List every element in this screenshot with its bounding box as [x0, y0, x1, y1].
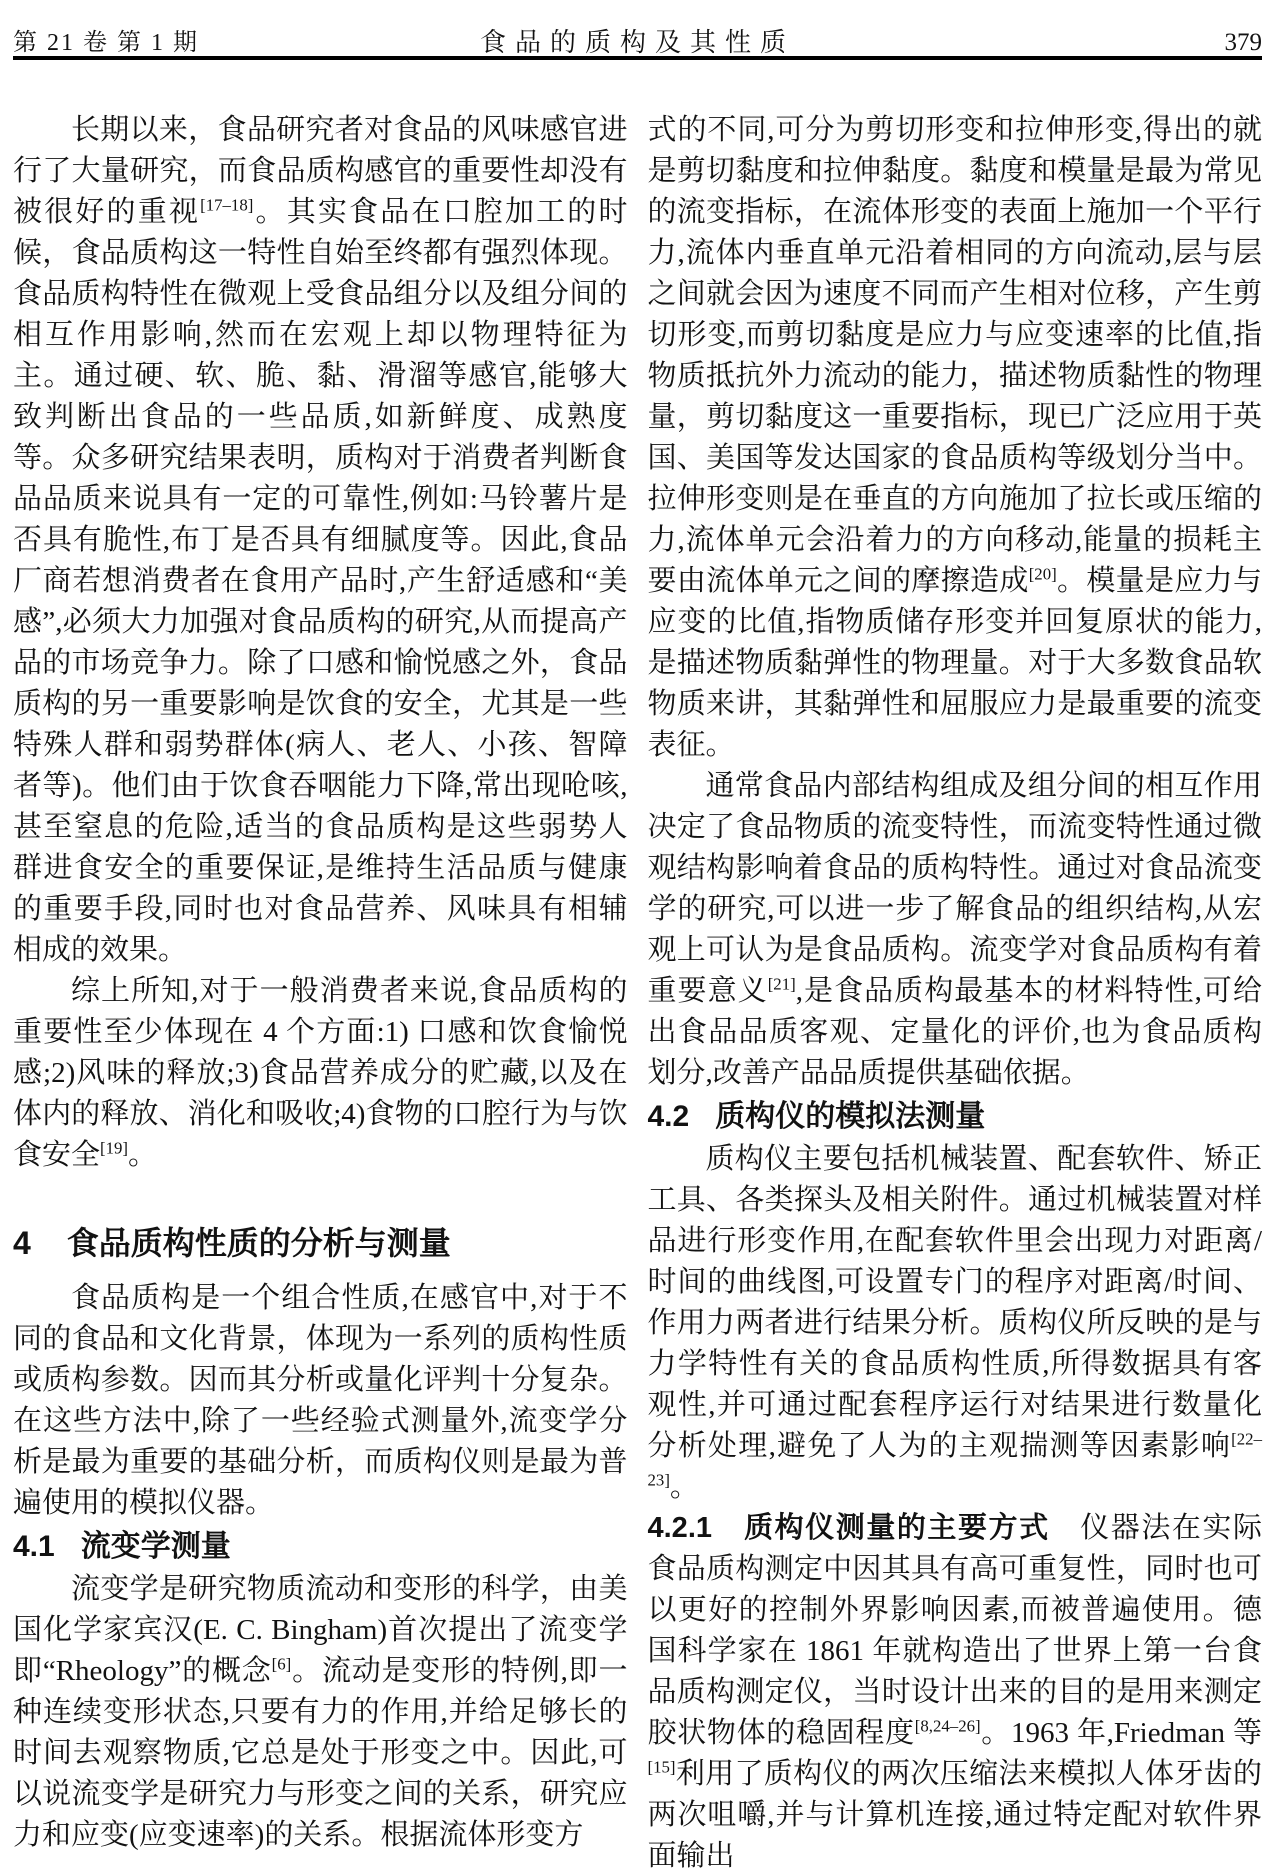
citation-ref: [22–23]	[647, 1429, 1262, 1490]
heading-number: 4	[13, 1225, 31, 1261]
paragraph: 食品质构是一个组合性质,在感官中,对于不同的食品和文化背景，体现为一系列的质构性质或质构参数。因而其分析或量化评判十分复杂。在这些方法中,除了一些经验式测量外,流变学分析是最为重要的基础分析，而质构仪则是最为普遍使用的模拟仪器。	[13, 1282, 628, 1519]
run-in-heading: 4.2.1 质构仪测量的主要方式	[647, 1512, 1050, 1544]
page-number: 379	[1224, 29, 1262, 56]
paragraph: 长期以来，食品研究者对食品的风味感官进行了大量研究，而食品质构感官的重要性却没有被很好的重视[17–18]。其实食品在口腔加工的时候，食品质构这一特性自始至终都有强烈体现。食品质构特性在微观上受食品组分以及组分间的相互作用影响,然而在宏观上却以物理特征为主。通过硬、软、脆、黏、滑溜等感官,能够大致判断出食品的一些品质,如新鲜度、成熟度等。众多研究结果表明，质构对于消费者判断食品品质来说具有一定的可靠性,例如:马铃薯片是否具有脆性,布丁是否具有细腻度等。因此,食品厂商若想消费者在食用产品时,产生舒适感和“美感”,必须大力加强对食品质构的研究,从而提高产品的市场竞争力。除了口感和愉悦感之外，食品质构的另一重要影响是饮食的安全，尤其是一些特殊人群和弱势群体(病人、老人、小孩、智障者等)。他们由于饮食吞咽能力下降,常出现呛咳,甚至窒息的危险,适当的食品质构是这些弱势人群进食安全的重要保证,是维持生活品质与健康的重要手段,同时也对食品营养、风味具有相辅相成的效果。	[13, 114, 628, 966]
paragraph: 流变学是研究物质流动和变形的科学，由美国化学家宾汉(E. C. Bingham)首次提出了流变学即“Rheology”的概念[6]。流动是变形的特例,即一种连续变形状态,只要有力的作用,并给足够长的时间去观察物质,它总是处于形变之中。因此,可以说流变学是研究力与形变之间的关系，研究应力和应变(应变速率)的关系。根据流体形变方	[13, 1573, 628, 1851]
citation-ref: [17–18]	[200, 195, 254, 215]
right-column	[648, 110, 1263, 1872]
citation-ref: [21]	[767, 974, 796, 994]
heading-title: 食品质构性质的分析与测量	[66, 1225, 451, 1261]
subsection-heading	[13, 1526, 628, 1567]
citation-ref: [19]	[100, 1138, 129, 1158]
citation-ref: [6]	[271, 1654, 292, 1674]
heading-number: 4.1	[13, 1530, 55, 1563]
citation-ref: [20]	[1028, 564, 1057, 584]
subsection-heading	[648, 1096, 1263, 1137]
paragraph: 4.2.1 质构仪测量的主要方式 仪器法在实际食品质构测定中因其具有高可重复性，同时也可以更好的控制外界影响因素,而被普遍使用。德国科学家在 1861 年就构造出了世界上第一台食品质构测定仪，当时设计出来的目的是用来测定胶状物体的稳固程度[8,24–26]。1963 年,Friedman 等[15]利用了质构仪的两次压缩法来模拟人体牙齿的两次咀嚼,并与计算机连接,通过特定配对软件界面输出	[647, 1512, 1262, 1872]
heading-title: 流变学测量	[80, 1530, 231, 1563]
paragraph: 式的不同,可分为剪切形变和拉伸形变,得出的就是剪切黏度和拉伸黏度。黏度和模量是最为常见的流变指标，在流体形变的表面上施加一个平行力,流体内垂直单元沿着相同的方向流动,层与层之间就会因为速度不同而产生相对位移，产生剪切形变,而剪切黏度是应力与应变速率的比值,指物质抵抗外力流动的能力，描述物质黏性的物理量，剪切黏度这一重要指标，现已广泛应用于英国、美国等发达国家的食品质构等级划分当中。拉伸形变则是在垂直的方向施加了拉长或压缩的力,流体单元会沿着力的方向移动,能量的损耗主要由流体单元之间的摩擦造成[20]。模量是应力与应变的比值,指物质储存形变并回复原状的能力,是描述物质黏弹性的物理量。对于大多数食品软物质来讲，其黏弹性和屈服应力是最重要的流变表征。	[647, 114, 1262, 761]
paragraph: 综上所知,对于一般消费者来说,食品质构的重要性至少体现在 4 个方面:1) 口感和饮食愉悦感;2)风味的释放;3)食品营养成分的贮藏,以及在体内的释放、消化和吸收;4)食物的口腔行为与饮食安全[19]。	[13, 975, 628, 1171]
heading-title: 质构仪的模拟法测量	[715, 1100, 986, 1133]
paragraph: 通常食品内部结构组成及组分间的相互作用决定了食品物质的流变特性，而流变特性通过微观结构影响着食品的质构特性。通过对食品流变学的研究,可以进一步了解食品的组织结构,从宏观上可认为是食品质构。流变学对食品质构有着重要意义[21],是食品质构最基本的材料特性,可给出食品品质客观、定量化的评价,也为食品质构划分,改善产品品质提供基础依据。	[647, 770, 1262, 1089]
running-title: 食品的质构及其性质	[479, 28, 796, 57]
article-body	[13, 60, 1262, 1872]
heading-number: 4.2	[647, 1100, 690, 1133]
paragraph: 质构仪主要包括机械装置、配套软件、矫正工具、各类探头及相关附件。通过机械装置对样品进行形变作用,在配套软件里会出现力对距离/时间的曲线图,可设置专门的程序对距离/时间、作用力两者进行结果分析。质构仪所反映的是与力学特性有关的食品质构性质,所得数据具有客观性,并可通过配套程序运行对结果进行数量化分析处理,避免了人为的主观揣测等因素影响[22–23]。	[647, 1143, 1262, 1503]
citation-ref: [15]	[647, 1757, 676, 1777]
section-heading	[13, 1220, 628, 1266]
journal-issue: 第 21 卷 第 1 期	[13, 30, 199, 56]
citation-ref: [8,24–26]	[914, 1716, 981, 1736]
page-header	[13, 0, 1262, 56]
left-column	[13, 110, 628, 1872]
